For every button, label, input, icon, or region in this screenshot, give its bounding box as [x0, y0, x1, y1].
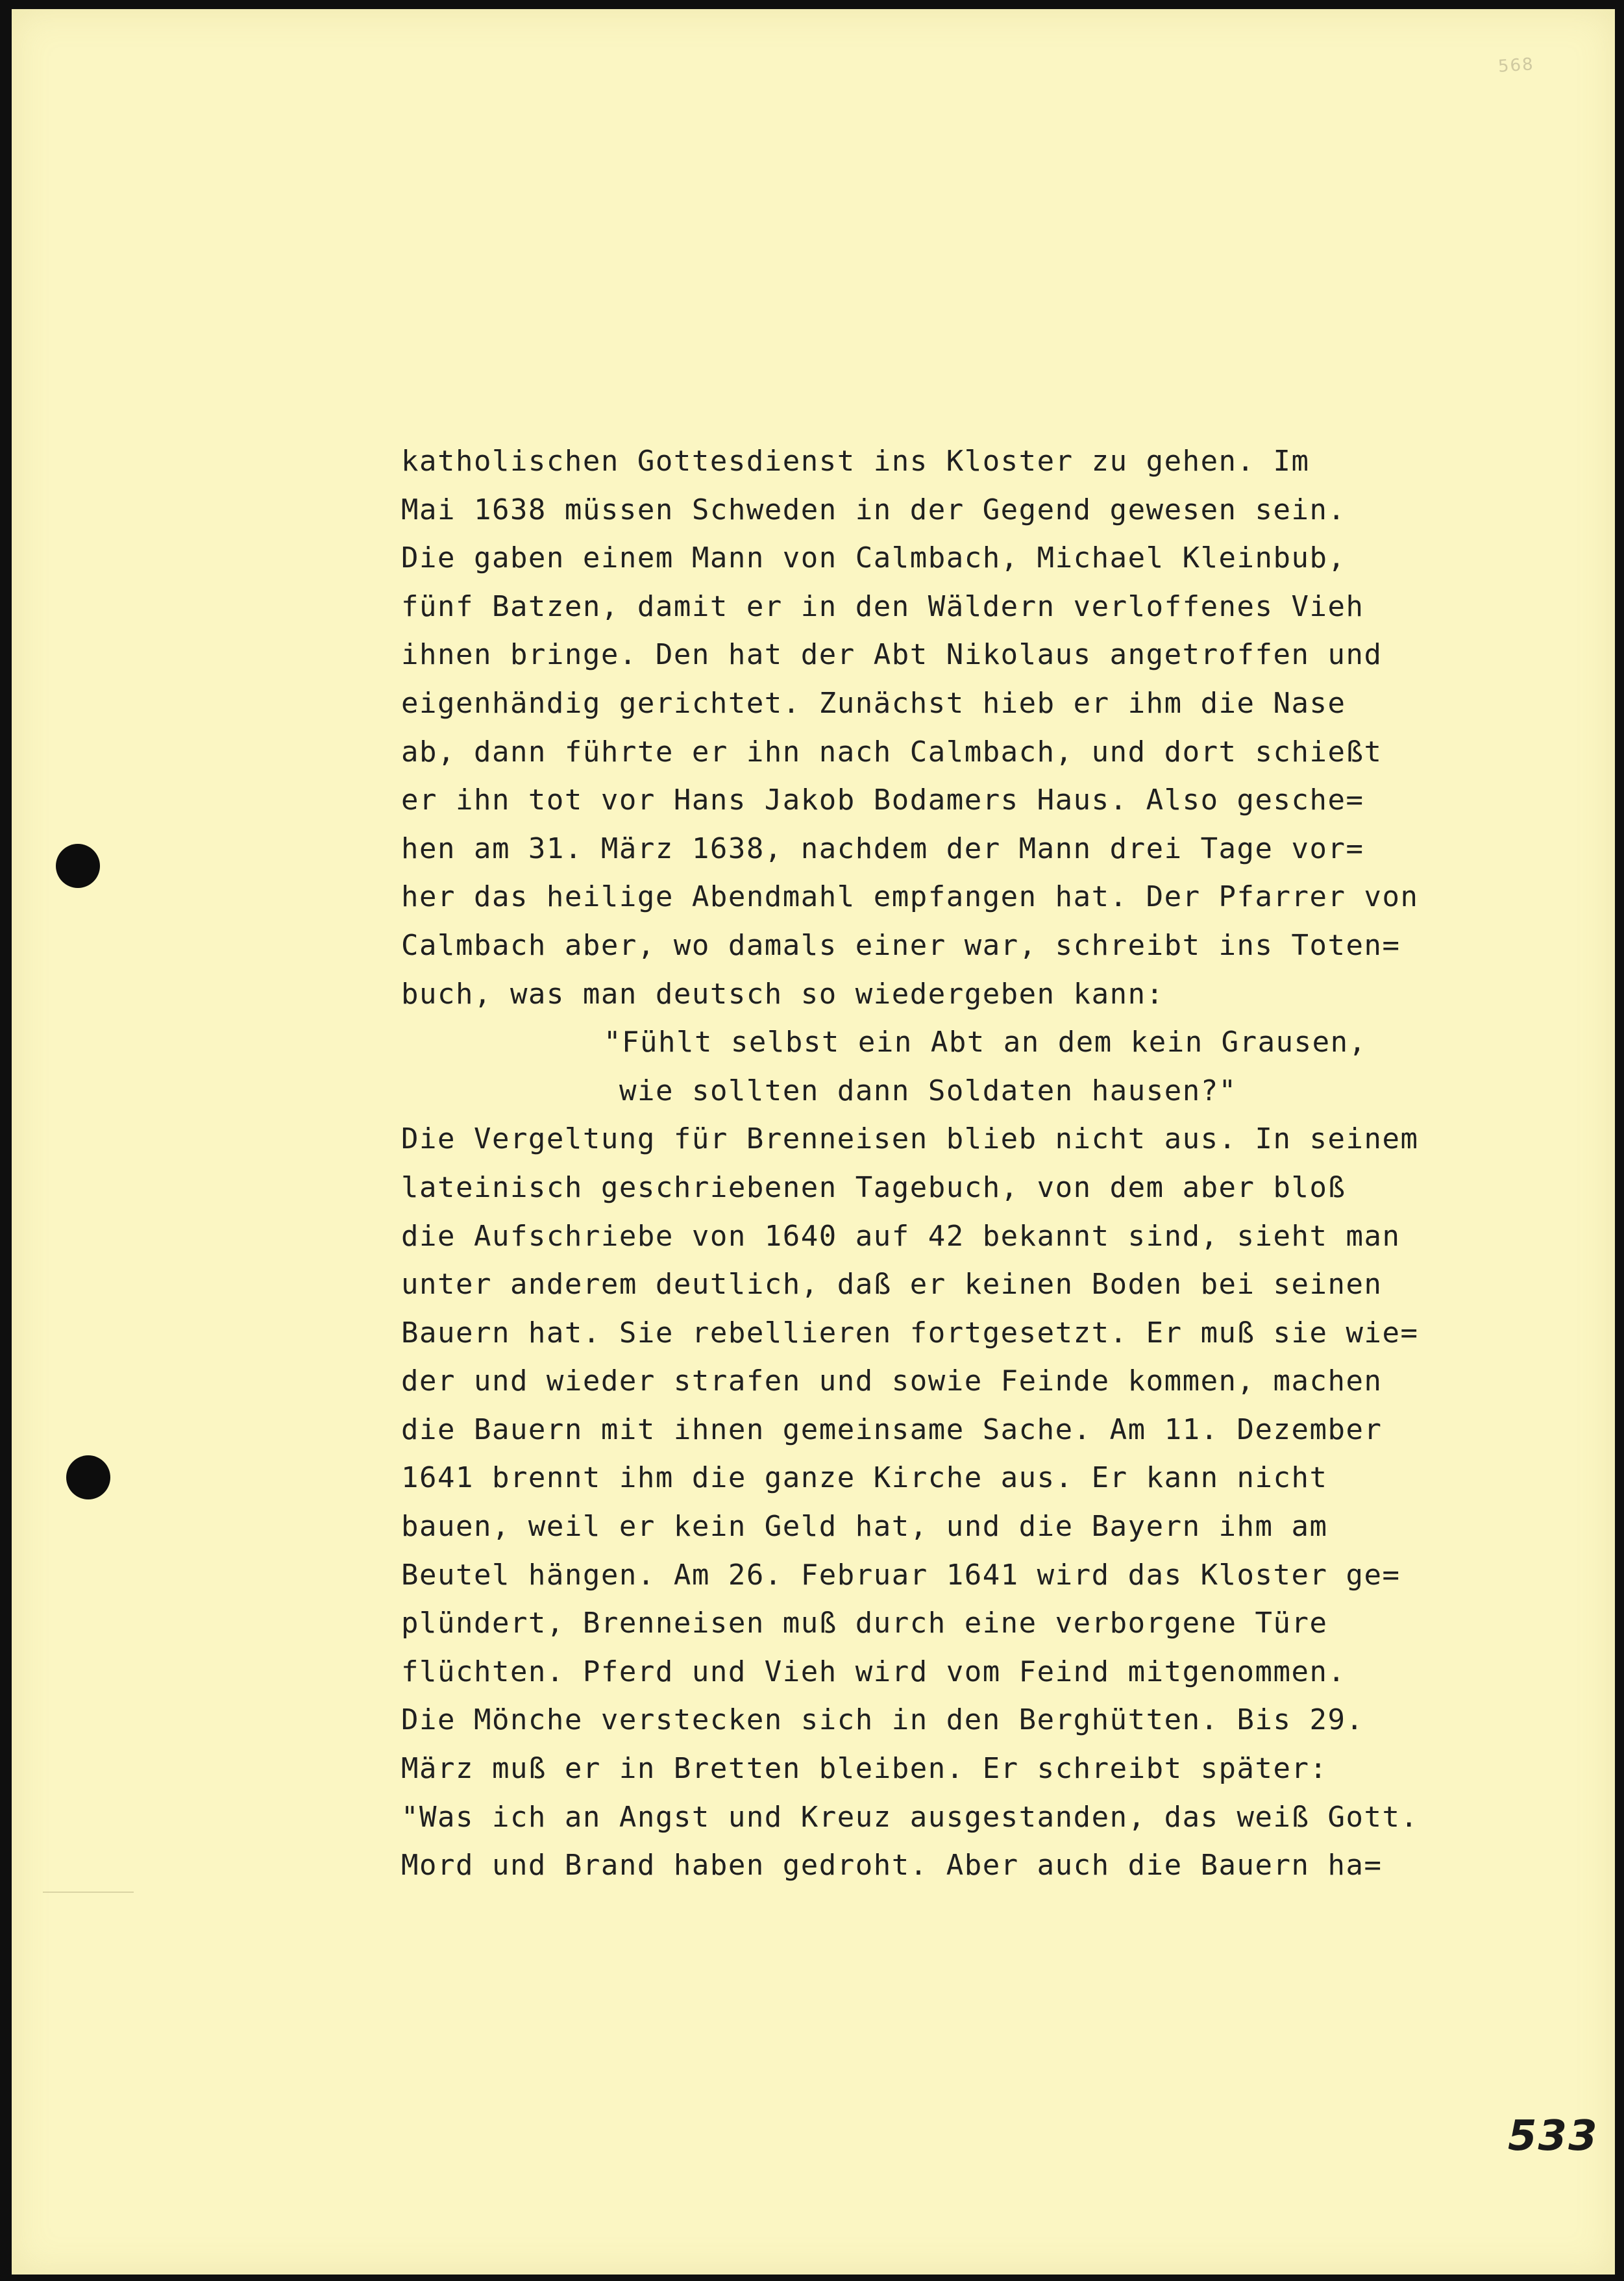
text-line: plündert, Brenneisen muß durch eine verborgene Türe: [401, 1607, 1328, 1640]
page-number: 533: [1508, 2112, 1599, 2160]
text-line: unter anderem deutlich, daß er keinen Boden bei seinen: [401, 1268, 1383, 1301]
text-line: bauen, weil er kein Geld hat, und die Bayern ihm am: [401, 1510, 1328, 1544]
text-line: Bauern hat. Sie rebellieren fortgesetzt. Er muß sie wie=: [401, 1316, 1419, 1350]
text-line: Mai 1638 müssen Schweden in der Gegend gewesen sein.: [401, 493, 1346, 526]
text-line: fünf Batzen, damit er in den Wäldern verloffenes Vieh: [401, 589, 1364, 623]
text-line: flüchten. Pferd und Vieh wird vom Feind mitgenommen.: [401, 1655, 1346, 1688]
quoted-verse-line: "Fühlt selbst ein Abt an dem kein Grausen,: [604, 1026, 1367, 1059]
typed-text-body: [401, 438, 1589, 1890]
text-line: ab, dann führte er ihn nach Calmbach, und dort schießt: [401, 735, 1383, 769]
text-line: die Bauern mit ihnen gemeinsame Sache. Am 11. Dezember: [401, 1412, 1383, 1446]
typewritten-page: [12, 9, 1615, 2275]
paper-mark: [43, 1892, 134, 1893]
text-line: der und wieder strafen und sowie Feinde kommen, machen: [401, 1364, 1383, 1398]
text-line: Beutel hängen. Am 26. Februar 1641 wird das Kloster ge=: [401, 1558, 1401, 1592]
punch-hole: [66, 1455, 110, 1499]
text-line: eigenhändig gerichtet. Zunächst hieb er ihm die Nase: [401, 686, 1346, 720]
text-line: katholischen Gottesdienst ins Kloster zu gehen. Im: [401, 445, 1310, 478]
archive-stamp-number: 568: [1497, 55, 1535, 77]
text-line: Die Vergeltung für Brenneisen blieb nicht aus. In seinem: [401, 1122, 1419, 1156]
text-line: Calmbach aber, wo damals einer war, schreibt ins Toten=: [401, 928, 1401, 962]
text-line: die Aufschriebe von 1640 auf 42 bekannt sind, sieht man: [401, 1219, 1401, 1253]
text-line: Die Mönche verstecken sich in den Berghütten. Bis 29.: [401, 1703, 1364, 1737]
text-line: er ihn tot vor Hans Jakob Bodamers Haus. Also gesche=: [401, 783, 1364, 817]
text-line: Mord und Brand haben gedroht. Aber auch die Bauern ha=: [401, 1849, 1383, 1882]
text-line: buch, was man deutsch so wiedergeben kann:: [401, 977, 1164, 1011]
text-line: ihnen bringe. Den hat der Abt Nikolaus angetroffen und: [401, 638, 1383, 672]
text-line: "Was ich an Angst und Kreuz ausgestanden, das weiß Gott.: [401, 1800, 1419, 1834]
quoted-verse-line: wie sollten dann Soldaten hausen?": [619, 1074, 1237, 1107]
text-line: lateinisch geschriebenen Tagebuch, von dem aber bloß: [401, 1170, 1346, 1204]
text-line: her das heilige Abendmahl empfangen hat. Der Pfarrer von: [401, 880, 1419, 914]
text-line: März muß er in Bretten bleiben. Er schreibt später:: [401, 1752, 1328, 1786]
text-line: 1641 brennt ihm die ganze Kirche aus. Er kann nicht: [401, 1461, 1328, 1495]
text-line: Die gaben einem Mann von Calmbach, Michael Kleinbub,: [401, 541, 1346, 575]
text-line: hen am 31. März 1638, nachdem der Mann drei Tage vor=: [401, 832, 1364, 865]
punch-hole: [56, 844, 100, 888]
